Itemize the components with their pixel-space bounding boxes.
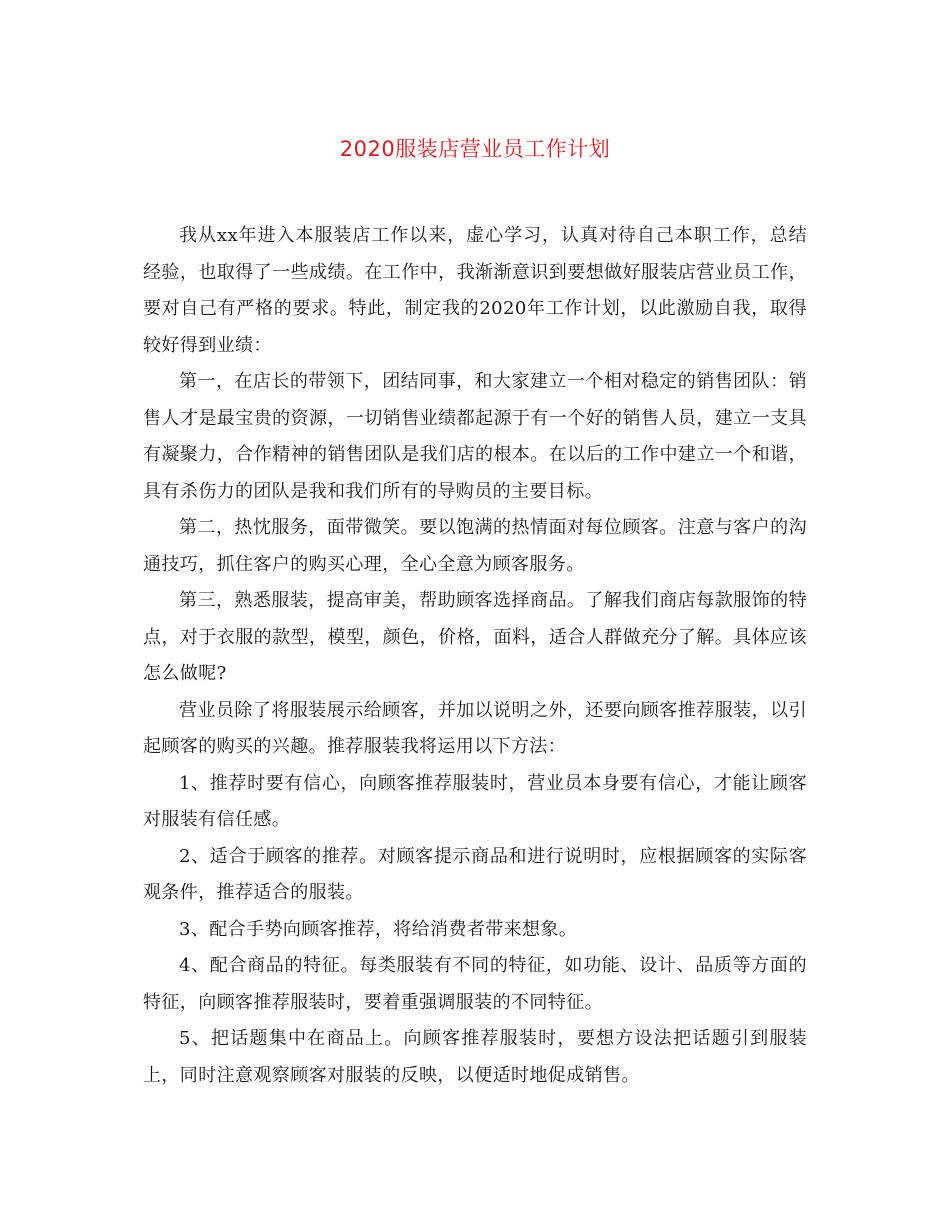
document-title: 2020服装店营业员工作计划 — [339, 137, 611, 161]
list-item-method-4: 4、配合商品的特征。每类服装有不同的特征，如功能、设计、品质等方面的特征，向顾客推荐服装时，要着重强调服装的不同特征。 — [143, 955, 807, 1013]
list-item-method-1: 1、推荐时要有信心，向顾客推荐服装时，营业员本身要有信心，才能让顾客对服装有信任感。 — [143, 772, 807, 830]
paragraph-point-3: 第三，熟悉服装，提高审美，帮助顾客选择商品。了解我们商店每款服饰的特点，对于衣服的款型，模型，颜色，价格，面料，适合人群做充分了解。具体应该怎么做呢? — [143, 590, 807, 684]
paragraph-intro: 我从xx年进入本服装店工作以来，虚心学习，认真对待自己本职工作，总结经验，也取得了一些成绩。在工作中，我渐渐意识到要想做好服装店营业员工作，要对自己有严格的要求。特此，制定我的2020年工作计划，以此激励自我，取得较好得到业绩： — [143, 225, 807, 356]
paragraph-point-2: 第二，热忱服务，面带微笑。要以饱满的热情面对每位顾客。注意与客户的沟通技巧，抓住客户的购买心理，全心全意为顾客服务。 — [143, 517, 807, 575]
list-item-method-5: 5、把话题集中在商品上。向顾客推荐服装时，要想方设法把话题引到服装上，同时注意观察顾客对服装的反映，以便适时地促成销售。 — [143, 1028, 807, 1086]
list-item-method-3: 3、配合手势向顾客推荐，将给消费者带来想象。 — [179, 918, 578, 940]
paragraph-point-1: 第一，在店长的带领下，团结同事，和大家建立一个相对稳定的销售团队：销售人才是最宝贵的资源，一切销售业绩都起源于有一个好的销售人员，建立一支具有凝聚力，合作精神的销售团队是我们店的根本。在以后的工作中建立一个和谐，具有杀伤力的团队是我和我们所有的导购员的主要目标。 — [143, 371, 807, 502]
document-body — [143, 218, 807, 1094]
paragraph-recommend-intro: 营业员除了将服装展示给顾客，并加以说明之外，还要向顾客推荐服装，以引起顾客的购买的兴趣。推荐服装我将运用以下方法： — [143, 699, 807, 757]
list-item-method-2: 2、适合于顾客的推荐。对顾客提示商品和进行说明时，应根据顾客的实际客观条件，推荐适合的服装。 — [143, 845, 807, 903]
